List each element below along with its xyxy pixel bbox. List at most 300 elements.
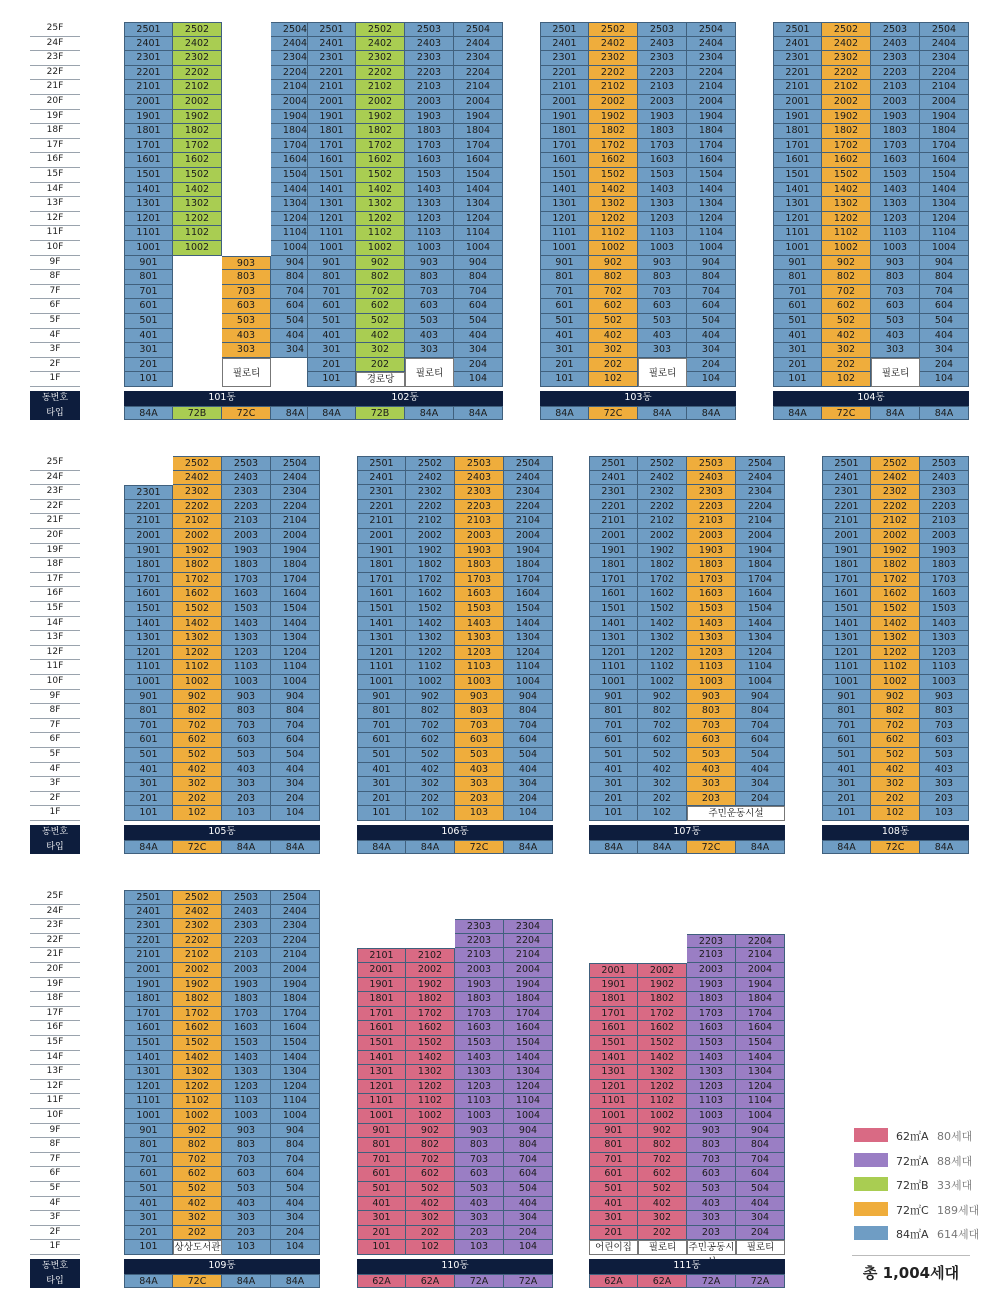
- unit-cell: 1303: [638, 197, 687, 212]
- unit-cell: 1403: [687, 617, 736, 632]
- unit-cell: 1002: [173, 241, 222, 256]
- unit-cell: 1801: [357, 558, 406, 573]
- unit-cell: 302: [638, 777, 687, 792]
- unit-cell: 404: [736, 763, 785, 778]
- unit-cell: 804: [271, 704, 320, 719]
- unit-cell: 1603: [455, 587, 504, 602]
- unit-cell: 1104: [687, 226, 736, 241]
- facility-label: 필로티: [405, 358, 454, 387]
- unit-cell: 701: [540, 285, 589, 300]
- type-cell: 84A: [222, 1274, 271, 1289]
- unit-cell: 1101: [357, 1094, 406, 1109]
- unit-cell: 1401: [540, 183, 589, 198]
- type-cell: 84A: [124, 406, 173, 421]
- unit-cell: 1801: [124, 558, 173, 573]
- unit-cell: 701: [124, 285, 173, 300]
- floor-label: 17F: [30, 139, 80, 154]
- unit-cell: 403: [871, 329, 920, 344]
- unit-cell: 104: [504, 1240, 553, 1255]
- floor-label: 7F: [30, 1153, 80, 1168]
- unit-cell: 904: [271, 1124, 320, 1139]
- unit-cell: 2204: [504, 500, 553, 515]
- unit-cell: 903: [687, 1124, 736, 1139]
- unit-cell: 2001: [773, 95, 822, 110]
- unit-cell: 1302: [356, 197, 405, 212]
- unit-cell: 1202: [406, 1080, 455, 1095]
- unit-cell: 1202: [871, 646, 920, 661]
- unit-cell: 103: [455, 806, 504, 821]
- floor-label: 8F: [30, 704, 80, 719]
- type-cell: 84A: [920, 406, 969, 421]
- unit-cell: 1602: [871, 587, 920, 602]
- unit-cell: 2304: [271, 485, 320, 500]
- unit-cell: 903: [687, 690, 736, 705]
- unit-cell: 604: [736, 733, 785, 748]
- unit-cell: 1602: [638, 587, 687, 602]
- unit-cell: 601: [124, 299, 173, 314]
- unit-cell: 1403: [638, 183, 687, 198]
- type-cell: 72C: [822, 406, 871, 421]
- unit-cell: 1802: [356, 124, 405, 139]
- unit-cell: 1102: [822, 226, 871, 241]
- building-name: 107동: [589, 825, 785, 840]
- unit-cell: 1702: [406, 573, 455, 588]
- unit-cell: 2301: [357, 485, 406, 500]
- floor-label: 18F: [30, 992, 80, 1007]
- unit-cell: 1401: [124, 183, 173, 198]
- building-name: 110동: [357, 1259, 553, 1274]
- unit-cell: 1404: [454, 183, 503, 198]
- type-cell: 72C: [871, 840, 920, 855]
- unit-cell: 303: [920, 777, 969, 792]
- unit-cell: 1102: [638, 660, 687, 675]
- unit-cell: 1602: [173, 587, 222, 602]
- unit-cell: 1203: [222, 1080, 271, 1095]
- unit-cell: 2304: [920, 51, 969, 66]
- type-cell: 84A: [822, 840, 871, 855]
- unit-cell: 604: [736, 1167, 785, 1182]
- unit-cell: 1403: [455, 617, 504, 632]
- unit-cell: 804: [504, 704, 553, 719]
- unit-cell: 1802: [871, 558, 920, 573]
- unit-cell: 1803: [687, 558, 736, 573]
- unit-cell: 903: [455, 1124, 504, 1139]
- unit-cell: 203: [687, 792, 736, 807]
- unit-cell: 303: [871, 343, 920, 358]
- unit-cell: 603: [920, 733, 969, 748]
- unit-cell: 601: [307, 299, 356, 314]
- unit-cell: 2304: [271, 51, 320, 66]
- facility-label: 경로당: [356, 372, 405, 387]
- unit-cell: 201: [540, 358, 589, 373]
- type-cell: 72A: [736, 1274, 785, 1289]
- unit-cell: 2004: [271, 963, 320, 978]
- floor-label: 3F: [30, 343, 80, 358]
- unit-cell: 2102: [173, 948, 222, 963]
- floor-label: 16F: [30, 587, 80, 602]
- unit-cell: 804: [920, 270, 969, 285]
- unit-cell: 1504: [271, 168, 320, 183]
- unit-cell: 1401: [357, 617, 406, 632]
- unit-cell: 704: [454, 285, 503, 300]
- floor-label: 10F: [30, 241, 80, 256]
- unit-cell: 101: [589, 806, 638, 821]
- unit-cell: 1603: [687, 1021, 736, 1036]
- unit-cell: 902: [871, 690, 920, 705]
- legend-type: 72㎡A: [896, 1154, 929, 1168]
- floor-label: 2F: [30, 792, 80, 807]
- unit-cell: 1502: [638, 602, 687, 617]
- unit-cell: 803: [920, 704, 969, 719]
- unit-cell: 1303: [687, 631, 736, 646]
- unit-cell: 2001: [357, 963, 406, 978]
- unit-cell: 603: [222, 733, 271, 748]
- unit-cell: 301: [124, 343, 173, 358]
- floor-label: 15F: [30, 168, 80, 183]
- floor-label: 15F: [30, 602, 80, 617]
- unit-cell: 2404: [687, 37, 736, 52]
- unit-cell: 1703: [687, 1007, 736, 1022]
- unit-cell: 702: [406, 719, 455, 734]
- unit-cell: 2202: [173, 66, 222, 81]
- unit-cell: 2104: [687, 80, 736, 95]
- unit-cell: 1602: [406, 1021, 455, 1036]
- unit-cell: 1602: [173, 1021, 222, 1036]
- unit-cell: 1702: [638, 573, 687, 588]
- unit-cell: 1902: [356, 110, 405, 125]
- unit-cell: 2301: [540, 51, 589, 66]
- unit-cell: 1604: [687, 153, 736, 168]
- building-name: 109동: [124, 1259, 320, 1274]
- unit-cell: 904: [736, 690, 785, 705]
- unit-cell: 1904: [920, 110, 969, 125]
- unit-cell: 1001: [124, 241, 173, 256]
- unit-cell: 1404: [736, 1051, 785, 1066]
- unit-cell: 1902: [638, 544, 687, 559]
- floor-label: 11F: [30, 660, 80, 675]
- unit-cell: 804: [736, 704, 785, 719]
- unit-cell: 102: [406, 806, 455, 821]
- unit-cell: 1502: [173, 168, 222, 183]
- unit-cell: 1501: [124, 1036, 173, 1051]
- unit-cell: 2204: [687, 66, 736, 81]
- unit-cell: 2002: [406, 963, 455, 978]
- unit-cell: 504: [504, 1182, 553, 1197]
- unit-cell: 1003: [687, 675, 736, 690]
- unit-cell: 1402: [406, 1051, 455, 1066]
- unit-cell: 1404: [736, 617, 785, 632]
- unit-cell: 1101: [773, 226, 822, 241]
- unit-cell: 1001: [357, 1109, 406, 1124]
- unit-cell: 1004: [736, 675, 785, 690]
- unit-cell: 2401: [822, 471, 871, 486]
- unit-cell: 804: [271, 1138, 320, 1153]
- unit-cell: 401: [773, 329, 822, 344]
- building-name: 102동: [307, 391, 503, 406]
- unit-cell: 202: [638, 1226, 687, 1241]
- type-cell: 84A: [638, 840, 687, 855]
- unit-cell: 2301: [124, 919, 173, 934]
- floor-label: 13F: [30, 197, 80, 212]
- unit-cell: 1801: [589, 992, 638, 1007]
- unit-cell: 2501: [124, 890, 173, 905]
- unit-cell: 302: [173, 777, 222, 792]
- unit-cell: 503: [222, 748, 271, 763]
- unit-cell: 1601: [124, 1021, 173, 1036]
- unit-cell: 1603: [222, 1021, 271, 1036]
- unit-cell: 1404: [687, 183, 736, 198]
- floor-label: 9F: [30, 690, 80, 705]
- unit-cell: 1202: [822, 212, 871, 227]
- facility-label: 상상도서관: [174, 1242, 221, 1254]
- unit-cell: 702: [173, 1153, 222, 1168]
- type-cell: 84A: [589, 840, 638, 855]
- unit-cell: 1901: [124, 544, 173, 559]
- unit-cell: 2202: [173, 934, 222, 949]
- unit-cell: 804: [736, 1138, 785, 1153]
- floor-label: 22F: [30, 500, 80, 515]
- floor-label: 11F: [30, 226, 80, 241]
- unit-cell: 2204: [920, 66, 969, 81]
- unit-cell: 802: [638, 1138, 687, 1153]
- unit-cell: 902: [589, 256, 638, 271]
- unit-cell: 2003: [222, 963, 271, 978]
- unit-cell: 202: [356, 358, 405, 373]
- floor-label: 4F: [30, 329, 80, 344]
- floor-label: 1F: [30, 806, 80, 821]
- unit-cell: 903: [871, 256, 920, 271]
- unit-cell: 1403: [871, 183, 920, 198]
- unit-cell: 1203: [871, 212, 920, 227]
- unit-cell: 902: [638, 1124, 687, 1139]
- legend-divider: [852, 1255, 970, 1256]
- unit-cell: 2302: [406, 485, 455, 500]
- unit-cell: 601: [540, 299, 589, 314]
- unit-cell: 1704: [454, 139, 503, 154]
- floor-label: 5F: [30, 1182, 80, 1197]
- unit-cell: 2002: [173, 963, 222, 978]
- unit-cell: 502: [589, 314, 638, 329]
- unit-cell: 2304: [271, 919, 320, 934]
- unit-cell: 1102: [589, 226, 638, 241]
- unit-cell: 1702: [822, 139, 871, 154]
- unit-cell: 302: [871, 777, 920, 792]
- unit-cell: 303: [455, 1211, 504, 1226]
- unit-cell: 1002: [173, 1109, 222, 1124]
- unit-cell: 2002: [406, 529, 455, 544]
- unit-cell: 402: [356, 329, 405, 344]
- unit-cell: 603: [687, 733, 736, 748]
- legend-type: 72㎡B: [896, 1179, 929, 1192]
- unit-cell: 2204: [271, 66, 320, 81]
- unit-cell: 1303: [455, 1065, 504, 1080]
- unit-cell: 801: [822, 704, 871, 719]
- legend-swatch: [854, 1202, 888, 1216]
- unit-cell: 2004: [736, 529, 785, 544]
- unit-cell: 1404: [504, 1051, 553, 1066]
- unit-cell: 2104: [454, 80, 503, 95]
- type-cell: 72C: [589, 406, 638, 421]
- unit-cell: 2003: [222, 529, 271, 544]
- unit-cell: 702: [589, 285, 638, 300]
- unit-cell: 1204: [271, 212, 320, 227]
- floor-label: 14F: [30, 183, 80, 198]
- unit-cell: 201: [124, 358, 173, 373]
- unit-cell: 2203: [405, 66, 454, 81]
- unit-cell: 1703: [638, 139, 687, 154]
- unit-cell: 201: [124, 792, 173, 807]
- unit-cell: 2004: [504, 529, 553, 544]
- unit-cell: 703: [222, 719, 271, 734]
- unit-cell: 1202: [173, 646, 222, 661]
- floor-label: 12F: [30, 646, 80, 661]
- unit-cell: 603: [222, 299, 271, 314]
- unit-cell: 403: [222, 329, 271, 344]
- unit-cell: 1304: [736, 1065, 785, 1080]
- legend-swatch: [854, 1153, 888, 1167]
- unit-cell: 1804: [920, 124, 969, 139]
- unit-cell: 101: [307, 372, 356, 387]
- unit-cell: 904: [920, 256, 969, 271]
- unit-cell: 1104: [504, 1094, 553, 1109]
- unit-cell: 1203: [222, 646, 271, 661]
- unit-cell: 1702: [173, 573, 222, 588]
- floor-label: 9F: [30, 256, 80, 271]
- unit-cell: 1504: [736, 1036, 785, 1051]
- unit-cell: 1002: [871, 675, 920, 690]
- unit-cell: 802: [589, 270, 638, 285]
- unit-cell: 2502: [173, 890, 222, 905]
- unit-cell: 603: [455, 733, 504, 748]
- unit-cell: 2501: [589, 456, 638, 471]
- unit-cell: 1101: [589, 660, 638, 675]
- unit-cell: 1902: [822, 110, 871, 125]
- unit-cell: 1103: [638, 226, 687, 241]
- unit-cell: 1202: [173, 212, 222, 227]
- facility-label: 주민공동시: [688, 1242, 735, 1254]
- unit-cell: 1204: [454, 212, 503, 227]
- unit-cell: 1803: [455, 558, 504, 573]
- unit-cell: 502: [638, 1182, 687, 1197]
- unit-cell: 601: [124, 733, 173, 748]
- unit-cell: 1001: [124, 675, 173, 690]
- unit-cell: 703: [222, 1153, 271, 1168]
- unit-cell: 801: [773, 270, 822, 285]
- unit-cell: 504: [271, 748, 320, 763]
- unit-cell: 1603: [920, 587, 969, 602]
- unit-cell: 202: [406, 1226, 455, 1241]
- unit-cell: 2501: [357, 456, 406, 471]
- unit-cell: 2004: [736, 963, 785, 978]
- facility-label: 어린이집: [589, 1240, 638, 1255]
- building-name: 105동: [124, 825, 320, 840]
- unit-cell: 402: [589, 329, 638, 344]
- unit-cell: 1902: [589, 110, 638, 125]
- unit-cell: 2401: [124, 905, 173, 920]
- unit-cell: 1201: [124, 212, 173, 227]
- unit-cell: 403: [638, 329, 687, 344]
- unit-cell: 2402: [173, 37, 222, 52]
- unit-cell: 703: [687, 719, 736, 734]
- unit-cell: 303: [638, 343, 687, 358]
- unit-cell: 1801: [589, 558, 638, 573]
- unit-cell: 1602: [638, 1021, 687, 1036]
- unit-cell: 1202: [356, 212, 405, 227]
- unit-cell: 2301: [589, 485, 638, 500]
- floor-label: 22F: [30, 934, 80, 949]
- unit-cell: 2101: [822, 514, 871, 529]
- unit-cell: 2301: [124, 51, 173, 66]
- floor-label: 6F: [30, 1167, 80, 1182]
- unit-cell: 301: [822, 777, 871, 792]
- unit-cell: 2202: [173, 500, 222, 515]
- facility-label: 필로티: [736, 1240, 785, 1255]
- floor-label: 22F: [30, 66, 80, 81]
- floor-label: 17F: [30, 573, 80, 588]
- unit-cell: 701: [773, 285, 822, 300]
- unit-cell: 202: [822, 358, 871, 373]
- floor-label: 12F: [30, 1080, 80, 1095]
- unit-cell: 2004: [687, 95, 736, 110]
- floor-label: 14F: [30, 617, 80, 632]
- unit-cell: 1804: [736, 558, 785, 573]
- unit-cell: 904: [504, 690, 553, 705]
- unit-cell: 2504: [504, 456, 553, 471]
- unit-cell: 2203: [687, 934, 736, 949]
- unit-cell: 203: [222, 1226, 271, 1241]
- unit-cell: 2201: [307, 66, 356, 81]
- unit-cell: 1701: [540, 139, 589, 154]
- unit-cell: 704: [504, 1153, 553, 1168]
- unit-cell: 802: [638, 704, 687, 719]
- unit-cell: 2003: [455, 963, 504, 978]
- unit-cell: 601: [357, 1167, 406, 1182]
- unit-cell: 401: [124, 1197, 173, 1212]
- unit-cell: 704: [736, 1153, 785, 1168]
- unit-cell: 601: [822, 733, 871, 748]
- unit-cell: 502: [822, 314, 871, 329]
- unit-cell: 504: [454, 314, 503, 329]
- unit-cell: 1004: [504, 675, 553, 690]
- unit-cell: 2502: [406, 456, 455, 471]
- unit-cell: 304: [271, 343, 320, 358]
- unit-cell: 301: [124, 1211, 173, 1226]
- unit-cell: 203: [455, 792, 504, 807]
- unit-cell: 2002: [589, 95, 638, 110]
- type-cell: 84A: [222, 840, 271, 855]
- unit-cell: 903: [222, 690, 271, 705]
- unit-cell: 1502: [822, 168, 871, 183]
- unit-cell: 1001: [589, 675, 638, 690]
- unit-cell: 1903: [405, 110, 454, 125]
- floor-label: 20F: [30, 963, 80, 978]
- facility-label: 필로티: [638, 1240, 687, 1255]
- unit-cell: 2104: [504, 948, 553, 963]
- floor-label: 7F: [30, 719, 80, 734]
- unit-cell: 1901: [589, 544, 638, 559]
- unit-cell: 1902: [173, 110, 222, 125]
- unit-cell: 2001: [307, 95, 356, 110]
- unit-cell: 1302: [173, 631, 222, 646]
- unit-cell: 104: [504, 806, 553, 821]
- unit-cell: 1403: [455, 1051, 504, 1066]
- unit-cell: 2504: [736, 456, 785, 471]
- unit-cell: 2503: [222, 890, 271, 905]
- unit-cell: 1302: [406, 1065, 455, 1080]
- type-cell: 72A: [504, 1274, 553, 1289]
- unit-cell: 1603: [222, 587, 271, 602]
- unit-cell: 1803: [222, 992, 271, 1007]
